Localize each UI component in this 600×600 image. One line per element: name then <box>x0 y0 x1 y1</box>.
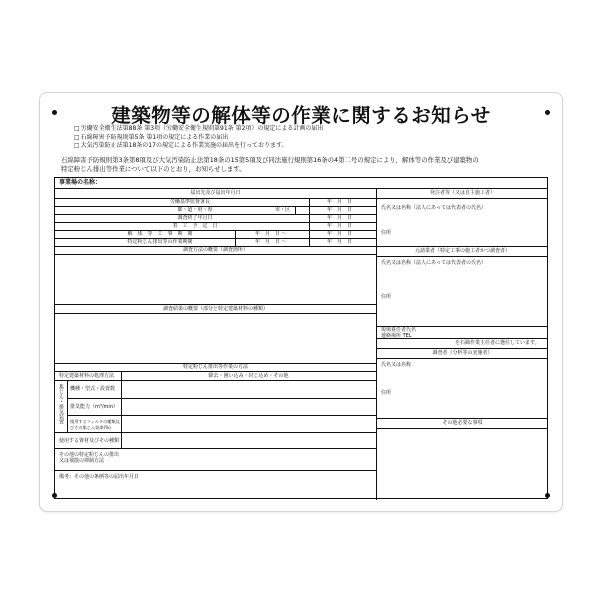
intro-line-2: 特定粉じん排出等作業について以下のとおり，お知らせします。 <box>61 164 246 173</box>
city-label: 市・区 <box>275 207 291 213</box>
dust-collector-group-label: 集じん・排気装置 <box>58 384 64 424</box>
contractor-header: 元請業者（特定工事の施工者かつ調査者） <box>414 248 510 254</box>
dust-work-period-label: 特定粉じん排出等の作業期間 <box>127 239 193 245</box>
demolition-period-label: 解 体 等 工 事 期 間 <box>127 231 193 237</box>
dust-work-period-start: 年 月 日 ～ <box>255 239 287 245</box>
intro-line-1: 石綿障害予防規則第3条第8項及び大気汚染防止法第18条の15第5項及び同法施行規則第16条の4第二号の規定により，解体等の作業及び建築物の <box>61 156 479 164</box>
surveyor-header: 調査者（分析等の実施者） <box>432 350 493 356</box>
other-matters-header: その他必要な事項 <box>442 420 483 426</box>
prefecture-label: 都・道・府・県 <box>177 207 213 213</box>
other-method-label: その他の特定粉じんの排出又は飛散の抑制方法 <box>59 452 120 464</box>
start-date-label: 着 工 予 定 日 <box>172 223 218 229</box>
orderer-address-label: 住所 <box>381 230 392 236</box>
survey-result-header: 調査結果の概要（部分と特定建築材料の種類） <box>162 306 268 312</box>
exhaust-capacity-label: 排気能力（m³/min） <box>70 404 118 410</box>
dust-work-period-end: 年 月 日 <box>327 239 353 245</box>
orderer-header: 発注者等（又は自主施工者） <box>429 190 495 196</box>
surveyor-name-label: 氏名又は名称 <box>381 362 412 368</box>
labor-office-label: 労働基準監督署長 <box>169 199 210 205</box>
surveyor-address-label: 住所 <box>381 390 392 396</box>
legal-note: □ 大気汚染防止法第18条の17の規定による作業実施の届出を行っております。 <box>74 142 323 151</box>
demolition-period-end: 年 月 日 <box>327 231 353 237</box>
notice-form <box>54 177 548 499</box>
survey-end-label: 調査終了年月日 <box>177 215 213 221</box>
prefecture-date: 年 月 日 <box>327 207 353 213</box>
contact-label: 連絡場所 TEL <box>381 333 412 339</box>
board-title: 建築物等の解体等の作業に関するお知らせ <box>111 104 491 127</box>
chemical-label: 使用する資材及びその種類 <box>59 438 120 444</box>
remarks-label: 備考：その他の条例等の届出年月日 <box>59 474 140 480</box>
filter-type-label: 使用するフィルタの種類及びその集じん効果(%) <box>70 419 120 430</box>
legal-note: □ 石綿障害予防規則第5条 第1項の規定による作業の届出 <box>74 134 323 143</box>
collector-model-label: 機種・型式・設置数 <box>70 386 116 392</box>
labor-office-date: 年 月 日 <box>327 199 353 205</box>
intro-paragraph <box>61 156 553 173</box>
filing-section-header: 届出先及び届出年月日 <box>190 190 241 196</box>
demolition-period-start: 年 月 日 ～ <box>255 231 287 237</box>
start-date-value: 年 月 日 <box>327 223 353 229</box>
asbestos-chief-note: を石綿作業主任者に選任しています。 <box>455 340 540 346</box>
material-treatment-label: 特定建築材料の処理方法 <box>59 373 115 379</box>
legal-note: □ 労働安全衛生法第88条 第3項（労働安全衛生規則第91条 第2項）の規定による計画の届出 <box>74 125 323 134</box>
notice-board <box>39 92 563 512</box>
survey-method-header: 調査方法の概要（調査箇所） <box>182 247 248 253</box>
site-name-label: 事業場の名称： <box>59 179 102 186</box>
contractor-address-label: 住所 <box>381 294 392 300</box>
survey-end-date: 年 月 日 <box>327 215 353 221</box>
legal-notes <box>74 125 323 151</box>
site-manager-label: 現場責任者氏名 <box>381 327 417 333</box>
treatment-options: 除去・囲い込み・封じ込め・その他 <box>208 373 289 379</box>
contractor-name-label: 氏名又は名称（法人にあっては代表者の氏名） <box>381 260 486 266</box>
orderer-name-label: 氏名又は名称（法人にあっては代表者の氏名） <box>381 205 486 211</box>
emission-method-header: 特定粉じん排出等作業の方法 <box>182 364 248 370</box>
